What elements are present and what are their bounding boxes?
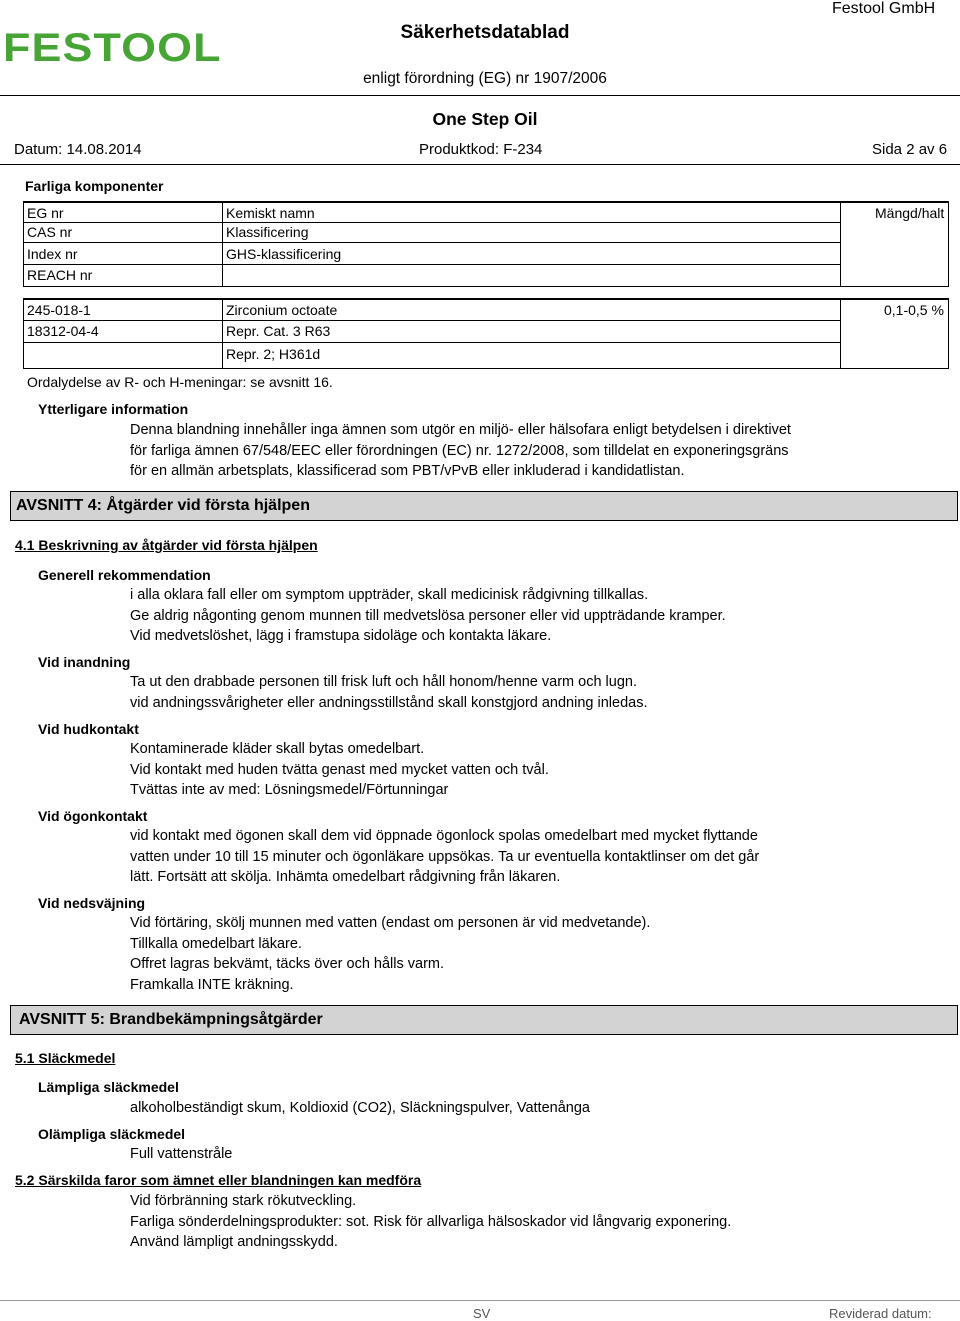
additional-info-line: för en allmän arbetsplats, klassificerad som PBT/vPvB eller inkluderad i kandidatlistan.: [130, 463, 685, 479]
table-divider: [222, 298, 223, 369]
skin-contact-text: [130, 739, 549, 801]
ingestion-text: [130, 913, 650, 995]
table-divider: [23, 368, 949, 369]
col-header-reach: REACH nr: [27, 267, 93, 283]
component-eg-number: 245-018-1: [27, 302, 91, 318]
components-heading: Farliga komponenter: [25, 178, 164, 194]
company-name: Festool GmbH: [832, 0, 936, 17]
col-header-cas: CAS nr: [27, 224, 73, 240]
components-header-table: [23, 201, 949, 287]
eye-contact-heading: Vid ögonkontakt: [38, 808, 148, 824]
text-line: vid kontakt med ögonen skall dem vid öppnade ögonlock spolas omedelbart med mycket flyttande: [130, 828, 758, 844]
table-divider: [23, 242, 841, 243]
logo-text: FESTOOL: [3, 26, 222, 70]
header-date: Datum: 14.08.2014: [14, 141, 142, 158]
col-header-amount: Mängd/halt: [875, 205, 945, 221]
col-header-classification: Klassificering: [226, 224, 309, 240]
skin-contact-heading: Vid hudkontakt: [38, 721, 139, 737]
col-header-eg: EG nr: [27, 205, 64, 221]
section-4-title-bar: [10, 491, 958, 521]
text-line: Tvättas inte av med: Lösningsmedel/Förtunningar: [130, 782, 449, 798]
doc-title: Säkerhetsdatablad: [400, 22, 570, 43]
section-5-1-heading: 5.1 Släckmedel: [15, 1050, 116, 1066]
r-h-phrases-note: Ordalydelse av R- och H-meningar: se avsnitt 16.: [27, 374, 333, 390]
eye-contact-text: [130, 826, 759, 888]
component-amount: 0,1-0,5 %: [884, 302, 944, 318]
inhalation-heading: Vid inandning: [38, 654, 131, 670]
suitable-media-heading: Lämpliga släckmedel: [38, 1079, 179, 1095]
col-header-ghs: GHS-klassificering: [226, 246, 342, 262]
text-line: vatten under 10 till 15 minuter och ögonläkare uppsökas. Ta ur eventuella kontaktlinser om det går: [130, 848, 760, 865]
section-5-2-heading: 5.2 Särskilda faror som ämnet eller blandningen kan medföra: [15, 1172, 422, 1188]
unsuitable-media-heading: Olämpliga släckmedel: [38, 1126, 186, 1142]
table-divider: [23, 342, 841, 343]
header-rule-bottom: [0, 164, 960, 165]
component-cas-number: 18312-04-4: [27, 323, 99, 339]
text-line: Kontaminerade kläder skall bytas omedelbart.: [130, 741, 425, 757]
additional-info-line: Denna blandning innehåller inga ämnen som utgör en miljö- eller hälsofara enligt betydelsen i direktivet: [130, 422, 791, 438]
general-advice-text: [130, 585, 726, 647]
footer-language: SV: [473, 1306, 491, 1321]
additional-info-line: för farliga ämnen 67/548/EEC eller förordningen (EC) nr. 1272/2008, som tilldelat en exponeringsgräns: [130, 442, 789, 459]
additional-info-text: [130, 420, 791, 482]
col-header-index: Index nr: [27, 246, 78, 262]
ingestion-heading: Vid nedsväjning: [38, 895, 146, 911]
text-line: Framkalla INTE kräkning.: [130, 976, 294, 993]
component-name: Zirconium octoate: [226, 302, 338, 318]
footer-revised-date: Reviderad datum:: [829, 1306, 932, 1321]
text-line: Använd lämpligt andningsskydd.: [130, 1234, 338, 1250]
section-5-title-bar: [10, 1005, 958, 1035]
text-line: Vid förbränning stark rökutveckling.: [130, 1193, 357, 1209]
table-divider: [23, 264, 841, 265]
table-divider: [23, 222, 841, 223]
text-line: Ge aldrig någonting genom munnen till medvetslösa personer eller vid uppträdande kramper.: [130, 607, 726, 624]
text-line: vid andningssvårigheter eller andningsstillstånd skall konstgjord andning inledas.: [130, 694, 648, 711]
section-5-title: AVSNITT 5: Brandbekämpningsåtgärder: [19, 1011, 323, 1028]
text-line: Vid medvetslöshet, lägg i framstupa sidoläge och kontakta läkare.: [130, 628, 552, 644]
general-advice-heading: Generell rekommendation: [38, 567, 211, 583]
product-name: One Step Oil: [432, 109, 538, 129]
section-4-1-heading: 4.1 Beskrivning av åtgärder vid första hjälpen: [15, 537, 318, 553]
table-divider: [23, 320, 841, 321]
text-line: i alla oklara fall eller om symptom uppträder, skall medicinisk rådgivning tillkallas.: [130, 587, 649, 603]
text-line: Farliga sönderdelningsprodukter: sot. Risk för allvarliga hälsoskador vid långvarig exponering.: [130, 1213, 732, 1230]
component-ghs: Repr. 2; H361d: [226, 346, 321, 362]
text-line: lätt. Fortsätt att skölja. Inhämta omedelbart rådgivning från läkaren.: [130, 869, 561, 885]
component-classification: Repr. Cat. 3 R63: [226, 323, 331, 339]
additional-info-heading: Ytterligare information: [38, 401, 189, 417]
footer-rule: [0, 1300, 960, 1301]
components-data-table: [23, 298, 949, 369]
text-line: Ta ut den drabbade personen till frisk luft och håll honom/henne varm och lugn.: [130, 674, 638, 690]
text-line: Offret lagras bekvämt, täcks över och hålls varm.: [130, 956, 445, 972]
text-line: Tillkalla omedelbart läkare.: [130, 935, 302, 952]
regulation-subtitle: enligt förordning (EG) nr 1907/2006: [363, 70, 607, 87]
header-product-code: Produktkod: F-234: [419, 141, 543, 158]
text-line: Vid förtäring, skölj munnen med vatten (endast om personen är vid medvetande).: [130, 915, 651, 931]
table-divider: [222, 201, 223, 287]
table-divider: [840, 201, 841, 287]
suitable-media-text: alkoholbeständigt skum, Koldioxid (CO2), Släckningspulver, Vattenånga: [130, 1100, 590, 1116]
section-4-title: AVSNITT 4: Åtgärder vid första hjälpen: [16, 497, 310, 514]
unsuitable-media-text: Full vattenstråle: [130, 1146, 233, 1162]
header-page-number: Sida 2 av 6: [872, 141, 948, 158]
header-rule-top: [0, 95, 960, 96]
text-line: Vid kontakt med huden tvätta genast med mycket vatten och tvål.: [130, 761, 549, 778]
special-hazards-text: [130, 1191, 731, 1253]
inhalation-text: [130, 672, 647, 713]
table-divider: [840, 298, 841, 369]
col-header-name: Kemiskt namn: [226, 205, 315, 221]
